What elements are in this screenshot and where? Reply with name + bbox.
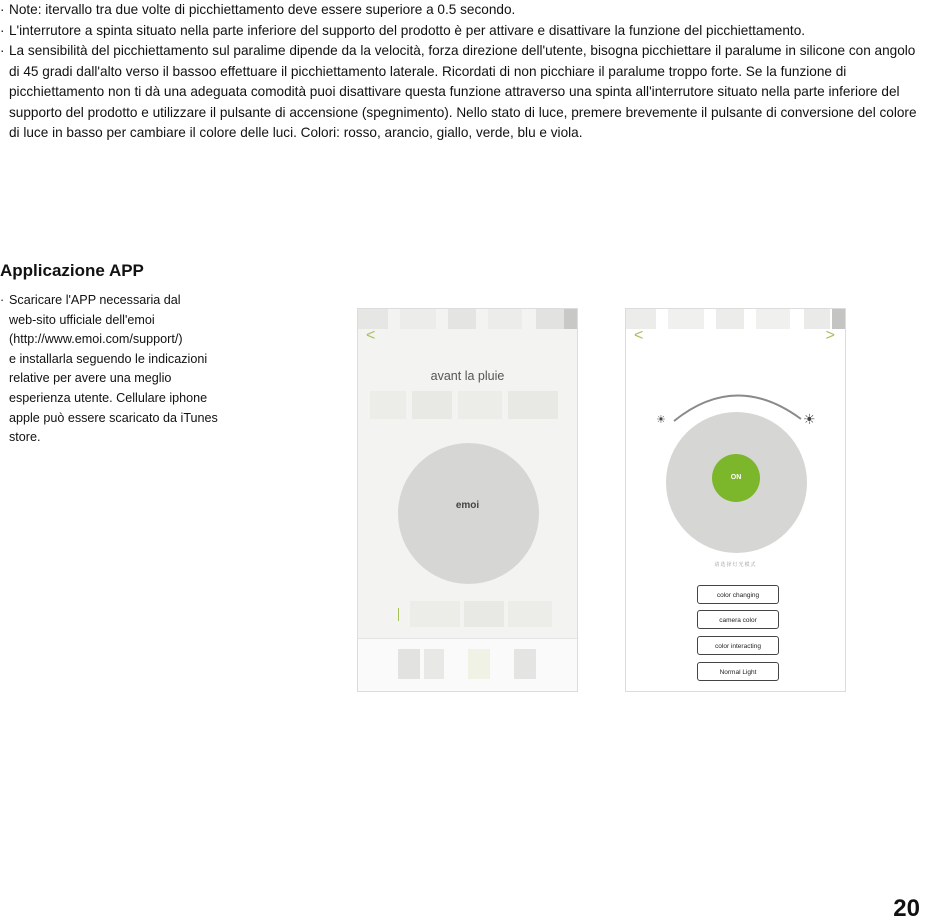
app-text-line: esperienza utente. Cellulare iphone: [9, 390, 208, 405]
bullet-note: · Note: itervallo tra due volte di picchiettamento deve essere superiore a 0.5 secondo.: [0, 0, 920, 21]
bullet-sensitivity: · La sensibilità del picchiettamento sul paralime dipende da la velocità, forza direzione dell'utente, bisogna picchiettare il paralume in silicone con angolo di 45 gradi dall'alto verso il bassoo effettuare il picchiettamento laterale. Ricordati di non picchiare il paralume troppo forte. Se la funzione di picchiettamento non ti dà una adeguata comodità puoi disattivare questa funzione attraverso una spinta all'interrutore situato nella parte inferiore del supporto del prodotto e utilizzare il pulsante di accensione (spegnimento). Nello stato di luce, premere brevemente il pulsante di conversione del colore di luce in basso per cambiare il colore delle luci. Colori: rosso, arancio, giallo, verde, blu e viola.: [0, 41, 920, 144]
status-bar: [358, 309, 577, 329]
app-screenshot-control: [625, 308, 846, 692]
bottom-tab-bar: [358, 638, 577, 691]
bullet-switch: · L'interrutore a spinta situato nella parte inferiore del supporto del prodotto è per attivare e disattivare la funzione del picchiettamento.: [0, 21, 920, 42]
app-screenshot-home: [357, 308, 578, 692]
app-text-line: e installarla seguendo le indicazioni: [9, 351, 208, 366]
mode-caption: 请选择灯光模式: [714, 562, 757, 568]
forward-icon[interactable]: >: [825, 327, 835, 344]
instruction-list: [0, 0, 920, 144]
app-text-line: Scaricare l'APP necessaria dal: [9, 293, 181, 307]
app-text-line: web-sito ufficiale dell'emoi: [9, 312, 155, 327]
device-name: avant la pluie: [430, 369, 505, 383]
status-bar: [626, 309, 845, 329]
app-text-line: (http://www.emoi.com/support/): [9, 332, 183, 347]
mode-color-changing-button[interactable]: color changing: [697, 585, 779, 604]
app-text-line: store.: [9, 430, 41, 445]
app-text-line: relative per avere una meglio: [9, 371, 172, 386]
emoi-lamp-button[interactable]: [398, 443, 539, 584]
tab-icon[interactable]: [468, 649, 490, 679]
tab-icon[interactable]: [398, 649, 420, 679]
page-number: 20: [893, 895, 920, 922]
sun-bright-icon: ☀: [803, 411, 816, 427]
mode-color-interacting-button[interactable]: color interacting: [697, 636, 779, 655]
section-title: Applicazione APP: [0, 261, 144, 280]
tab-icon[interactable]: [514, 649, 536, 679]
power-on-button[interactable]: ON: [712, 454, 760, 502]
text-cursor: [398, 608, 399, 621]
tab-icon[interactable]: [424, 649, 444, 679]
sun-dim-icon: ☀: [656, 414, 666, 426]
mode-camera-color-button[interactable]: camera color: [697, 610, 779, 629]
back-icon[interactable]: <: [366, 327, 376, 344]
mode-normal-light-button[interactable]: Normal Light: [697, 662, 779, 681]
emoi-label: emoi: [455, 500, 480, 511]
app-download-text: [0, 291, 314, 448]
back-icon[interactable]: <: [634, 327, 644, 344]
app-text-line: apple può essere scaricato da iTunes: [9, 410, 218, 425]
